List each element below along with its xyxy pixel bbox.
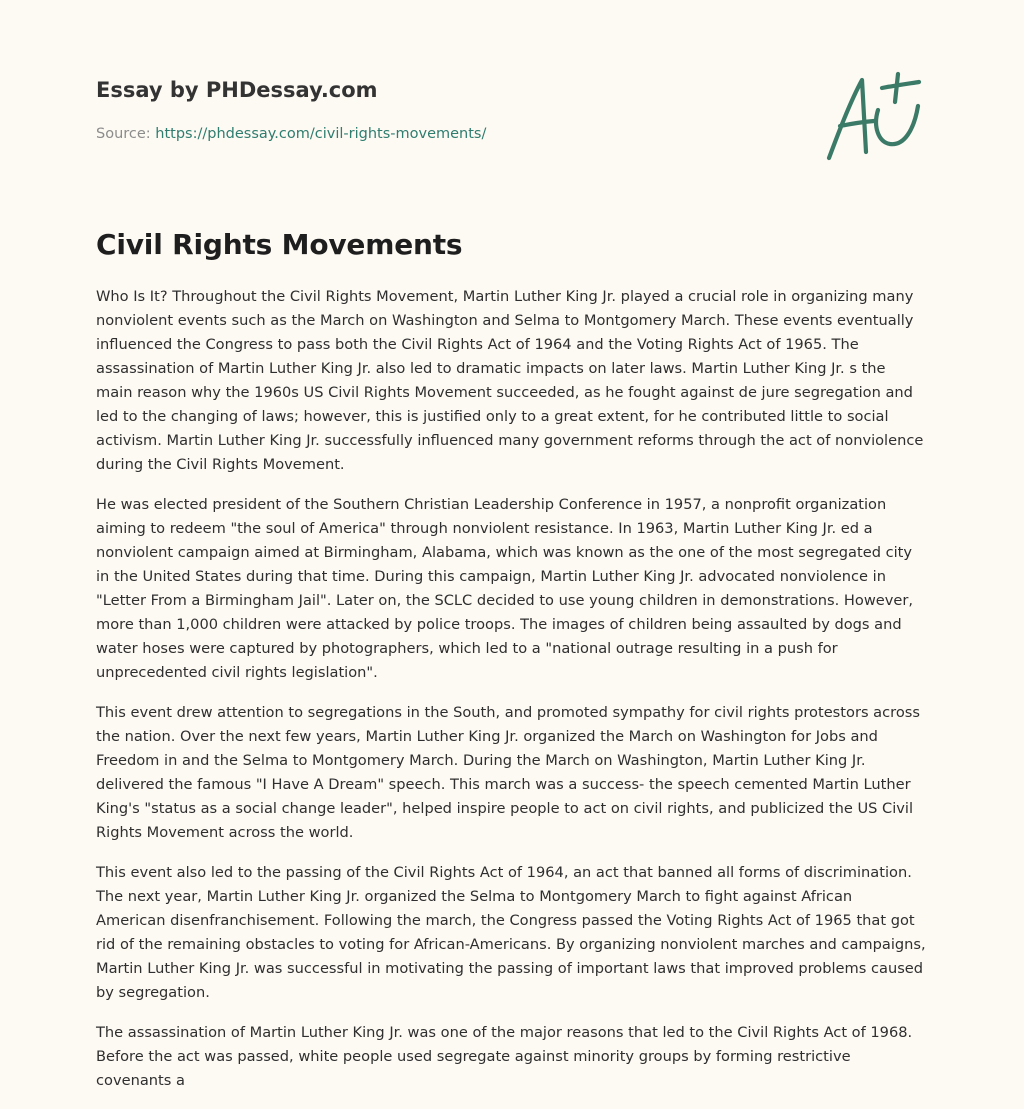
essay-title: Civil Rights Movements [96, 228, 463, 261]
header [96, 76, 796, 144]
brand-title: Essay by PHDessay.com [96, 78, 378, 102]
essay-paragraph: This event also led to the passing of the Civil Rights Act of 1964, an act that banned all forms of discrimination. The next year, Martin Luther King Jr. organized the Selma to Montgomery March to fight against African American disenfranchisement. Following the march, the Congress passed the Voting Rights Act of 1965 that got rid of the remaining obstacles to voting for African-Americans. By organizing nonviolent marches and campaigns, Martin Luther King Jr. was successful in motivating the passing of important laws that improved problems caused by segregation. [96, 864, 926, 1001]
source-link[interactable]: https://phdessay.com/civil-rights-movements/ [155, 126, 487, 142]
essay-paragraph: He was elected president of the Southern Christian Leadership Conference in 1957, a nonprofit organization aiming to redeem "the soul of America" through nonviolent resistance. In 1963, Martin Luther King Jr. ed a nonviolent campaign aimed at Birmingham, Alabama, which was known as the one of the most segregated city in the United States during that time. During this campaign, Martin Luther King Jr. advocated nonviolence in "Letter From a Birmingham Jail". Later on, the SCLC decided to use young children in demonstrations. However, more than 1,000 children were attacked by police troops. The images of children being assaulted by dogs and water hoses were captured by photographers, which led to a "national outrage resulting in a push for unprecedented civil rights legislation". [96, 496, 913, 681]
essay-body [96, 285, 926, 1109]
source-line [96, 124, 796, 144]
source-label: Source: [96, 126, 156, 142]
essay-paragraph: This event drew attention to segregations in the South, and promoted sympathy for civil rights protestors across the nation. Over the next few years, Martin Luther King Jr. organized the March on Washington for Jobs and Freedom in and the Selma to Montgomery March. During the March on Washington, Martin Luther King Jr. delivered the famous "I Have A Dream" speech. This march was a success- the speech cemented Martin Luther King's "status as a social change leader", helped inspire people to act on civil rights, and publicized the US Civil Rights Movement across the world. [96, 704, 920, 841]
a-plus-logo-icon [818, 64, 930, 168]
essay-paragraph: Who Is It? Throughout the Civil Rights Movement, Martin Luther King Jr. played a crucial role in organizing many nonviolent events such as the March on Washington and Selma to Montgomery March. These events eventually influenced the Congress to pass both the Civil Rights Act of 1964 and the Voting Rights Act of 1965. The assassination of Martin Luther King Jr. also led to dramatic impacts on later laws. Martin Luther King Jr. s the main reason why the 1960s US Civil Rights Movement succeeded, as he fought against de jure segregation and led to the changing of laws; however, this is justified only to a great extent, for he contributed little to social activism. Martin Luther King Jr. successfully influenced many government reforms through the act of nonviolence during the Civil Rights Movement. [96, 288, 924, 473]
essay-paragraph: The assassination of Martin Luther King Jr. was one of the major reasons that led to the Civil Rights Act of 1968. Before the act was passed, white people used segregate against minority groups by forming restrictive covenants a [96, 1024, 913, 1089]
